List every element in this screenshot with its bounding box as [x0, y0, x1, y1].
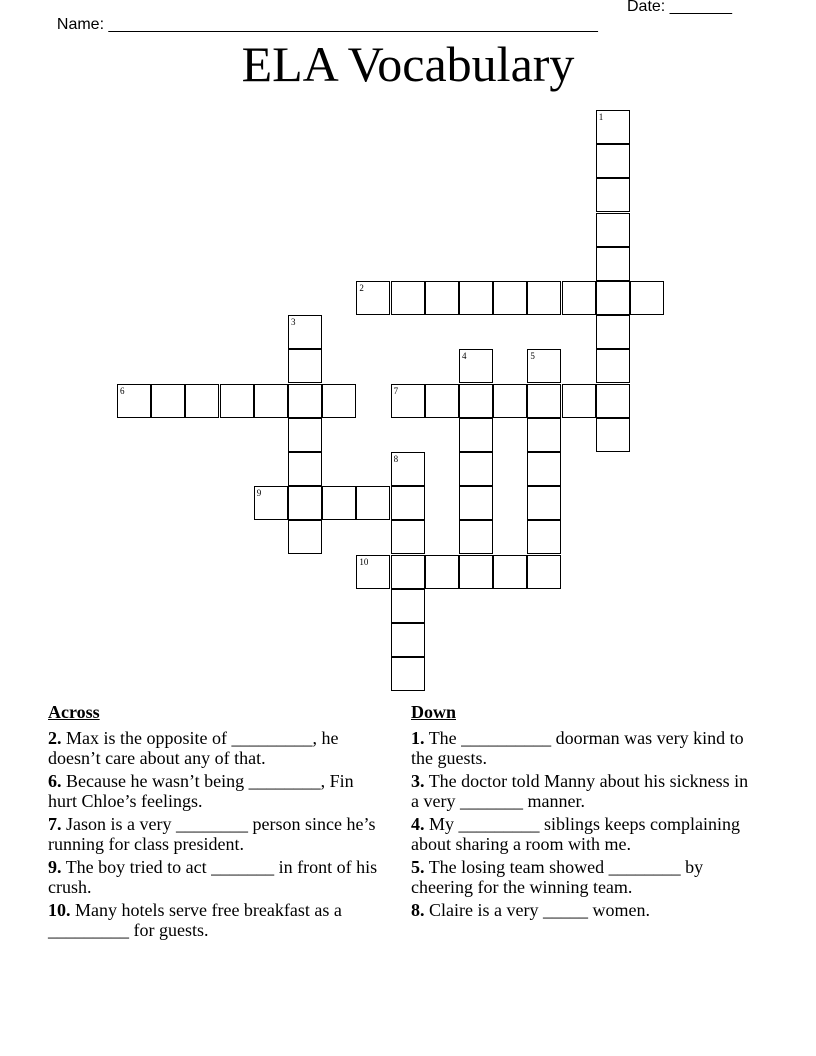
- across-clue: [48, 857, 384, 897]
- crossword-cell[interactable]: [596, 384, 630, 418]
- clue-number: 1.: [411, 728, 425, 748]
- crossword-cell[interactable]: [562, 281, 596, 315]
- name-field[interactable]: Name: _______________________________________________________: [56, 16, 598, 33]
- date-field[interactable]: Date: _______: [627, 0, 732, 15]
- crossword-cell[interactable]: [391, 657, 425, 691]
- crossword-cell[interactable]: [527, 384, 561, 418]
- clue-number: 2.: [48, 728, 62, 748]
- crossword-cell[interactable]: [288, 384, 322, 418]
- clue-number: 7: [393, 385, 399, 396]
- crossword-cell[interactable]: [459, 486, 493, 520]
- clue-number: 5: [530, 351, 535, 362]
- crossword-cell[interactable]: [459, 418, 493, 452]
- clue-number: 10.: [48, 900, 71, 920]
- crossword-cell[interactable]: [322, 384, 356, 418]
- crossword-cell[interactable]: [117, 384, 151, 418]
- crossword-cell[interactable]: [391, 520, 425, 554]
- clue-text: The doctor told Manny about his sickness in a very _______ manner.: [411, 771, 749, 811]
- crossword-cell[interactable]: [596, 349, 630, 383]
- crossword-cell[interactable]: [459, 349, 493, 383]
- clue-number: 8: [393, 454, 399, 464]
- clue-text: Jason is a very ________ person since he’s running for class president.: [48, 814, 376, 854]
- crossword-cell[interactable]: [254, 486, 288, 520]
- crossword-cell[interactable]: [391, 589, 425, 623]
- clue-number: 3.: [411, 771, 425, 791]
- clue-text: The losing team showed ________ by cheering for the winning team.: [411, 857, 704, 897]
- clue-number: 4: [462, 351, 467, 362]
- crossword-cell[interactable]: [459, 452, 493, 486]
- crossword-cell[interactable]: [493, 555, 527, 589]
- crossword-cell[interactable]: [356, 281, 390, 315]
- down-clue: [411, 728, 751, 768]
- crossword-cell[interactable]: [288, 315, 322, 349]
- clue-number: 6.: [48, 771, 62, 791]
- crossword-cell[interactable]: [596, 213, 630, 247]
- crossword-cell[interactable]: [459, 555, 493, 589]
- crossword-cell[interactable]: [596, 315, 630, 349]
- crossword-cell[interactable]: [596, 418, 630, 452]
- crossword-cell[interactable]: [288, 418, 322, 452]
- crossword-cell[interactable]: [391, 384, 425, 418]
- clue-number: 6: [120, 385, 125, 396]
- clue-number: 5.: [411, 857, 425, 877]
- crossword-cell[interactable]: [356, 486, 390, 520]
- across-clue: [48, 900, 384, 940]
- crossword-cell[interactable]: [459, 281, 493, 315]
- down-heading: Down: [411, 702, 457, 722]
- down-clue: [411, 857, 751, 897]
- crossword-cell[interactable]: [185, 384, 219, 418]
- across-clue: [48, 814, 384, 854]
- crossword-cell[interactable]: [425, 555, 459, 589]
- down-clue: [411, 771, 751, 811]
- crossword-cell[interactable]: [493, 281, 527, 315]
- clue-text: Max is the opposite of _________, he doesn’t care about any of that.: [48, 728, 339, 768]
- clue-number: 10: [359, 556, 369, 567]
- crossword-cell[interactable]: [493, 384, 527, 418]
- crossword-cell[interactable]: [596, 110, 630, 144]
- crossword-cell[interactable]: [288, 486, 322, 520]
- clue-text: Many hotels serve free breakfast as a _________ for guests.: [48, 900, 342, 940]
- crossword-cell[interactable]: [425, 384, 459, 418]
- crossword-cell[interactable]: [220, 384, 254, 418]
- crossword-cell[interactable]: [527, 349, 561, 383]
- crossword-cell[interactable]: [391, 555, 425, 589]
- across-clue: [48, 728, 384, 768]
- page-title: ELA Vocabulary: [241, 36, 575, 92]
- crossword-cell[interactable]: [562, 384, 596, 418]
- across-heading: Across: [48, 702, 100, 722]
- crossword-cell[interactable]: [459, 520, 493, 554]
- clue-number: 9: [256, 488, 262, 499]
- crossword-cell[interactable]: [322, 486, 356, 520]
- across-clue-list: [48, 728, 384, 940]
- crossword-cell[interactable]: [288, 349, 322, 383]
- crossword-cell[interactable]: [391, 623, 425, 657]
- crossword-cell[interactable]: [356, 555, 390, 589]
- clue-text: My _________ siblings keeps complaining about sharing a room with me.: [411, 814, 740, 854]
- crossword-cell[interactable]: [527, 418, 561, 452]
- clue-number: 4.: [411, 814, 425, 834]
- crossword-cell[interactable]: [527, 452, 561, 486]
- crossword-cell[interactable]: [527, 555, 561, 589]
- clue-number: 9.: [48, 857, 62, 877]
- crossword-cell[interactable]: [527, 281, 561, 315]
- across-clue: [48, 771, 384, 811]
- crossword-cell[interactable]: [527, 520, 561, 554]
- crossword-cell[interactable]: [391, 281, 425, 315]
- clue-text: Claire is a very _____ women.: [429, 900, 650, 920]
- clue-number: 7.: [48, 814, 62, 834]
- down-clue: [411, 814, 751, 854]
- crossword-cell[interactable]: [630, 281, 664, 315]
- crossword-cell[interactable]: [459, 384, 493, 418]
- clue-text: The __________ doorman was very kind to the guests.: [411, 728, 744, 768]
- down-clue-list: [411, 728, 751, 920]
- crossword-cell[interactable]: [527, 486, 561, 520]
- clue-text: The boy tried to act _______ in front of his crush.: [48, 857, 378, 897]
- crossword-cell[interactable]: [288, 520, 322, 554]
- crossword-cell[interactable]: [151, 384, 185, 418]
- crossword-cell[interactable]: [596, 178, 630, 212]
- clue-text: Because he wasn’t being ________, Fin hurt Chloe’s feelings.: [48, 771, 354, 811]
- crossword-cell[interactable]: [596, 144, 630, 178]
- crossword-cell[interactable]: [596, 247, 630, 281]
- crossword-cell[interactable]: [596, 281, 630, 315]
- crossword-cell[interactable]: [391, 486, 425, 520]
- crossword-cell[interactable]: [254, 384, 288, 418]
- down-clue: [411, 900, 751, 920]
- crossword-cell[interactable]: [425, 281, 459, 315]
- down-clues: [411, 702, 751, 923]
- clue-number: 1: [598, 112, 604, 122]
- across-clues: [48, 702, 384, 943]
- crossword-cell[interactable]: [288, 452, 322, 486]
- clue-number: 2: [359, 283, 364, 293]
- clue-number: 3: [291, 317, 296, 328]
- clue-number: 8.: [411, 900, 425, 920]
- crossword-cell[interactable]: [391, 452, 425, 486]
